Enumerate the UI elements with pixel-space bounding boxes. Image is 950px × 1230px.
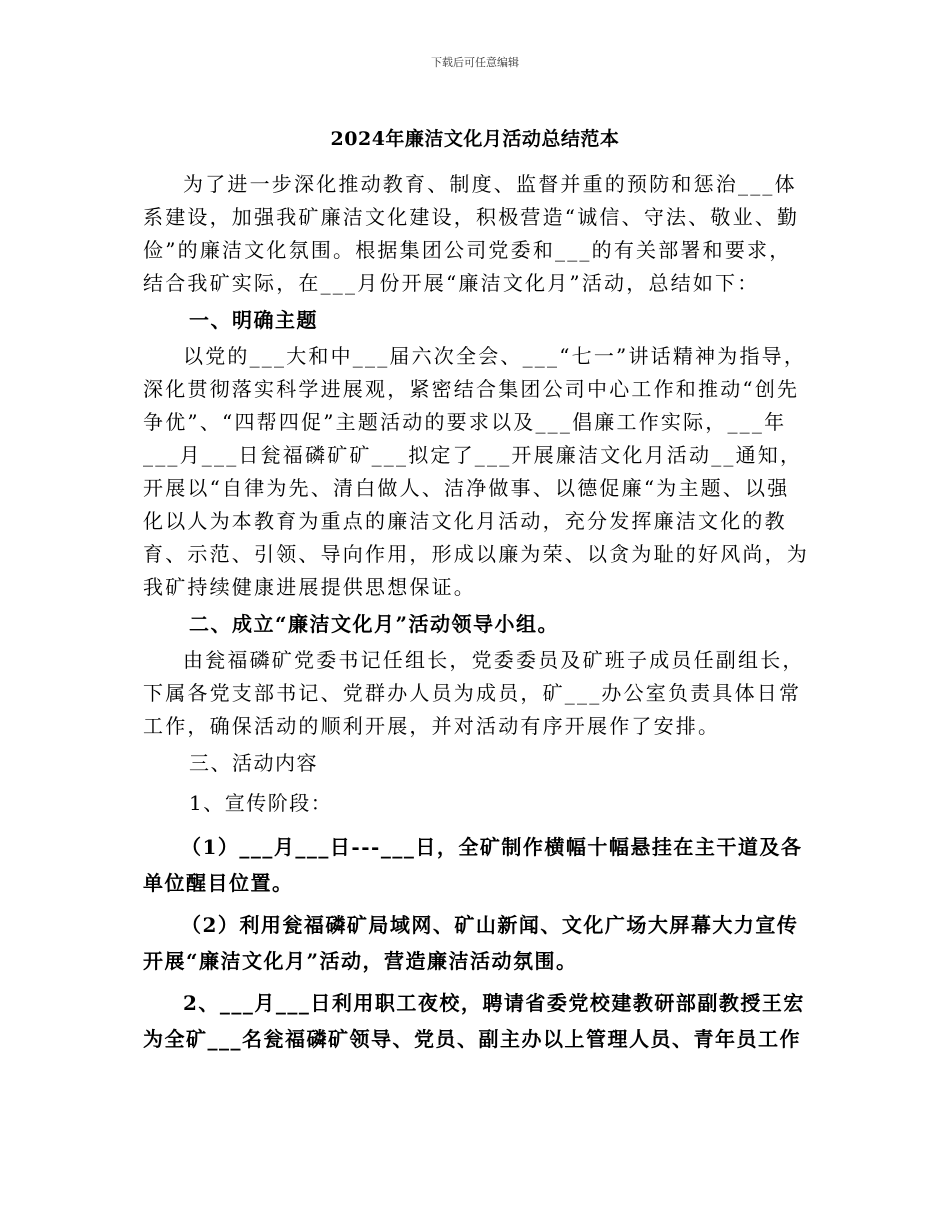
- section-1-heading: 一、明确主题: [189, 308, 318, 332]
- subsection-1-heading: 1、宣传阶段：: [189, 791, 333, 815]
- section-2-paragraph: 由瓮福磷矿党委书记任组长，党委委员及矿班子成员任副组长，下属各党支部书记、党群办人员为成员，矿___办公室负责具体日常工作，确保活动的顺利开展，并对活动有序开展作了安排。: [143, 648, 805, 738]
- section-3-heading: 三、活动内容: [189, 751, 318, 775]
- intro-paragraph: 为了进一步深化推动教育、制度、监督并重的预防和惩治___体系建设，加强我矿廉洁文化建设，积极营造“诚信、守法、敬业、勤俭”的廉洁文化氛围。根据集团公司党委和___的有关部署和要求，结合我矿实际，在___月份开展“廉洁文化月”活动，总结如下：: [143, 172, 800, 295]
- page-header-note: 下载后可任意编辑: [431, 56, 519, 69]
- list-item-3: 2、___月___日利用职工夜校，聘请省委党校建教研部副教授王宏为全矿___名瓮福磷矿领导、党员、副主办以上管理人员、青年员工作: [143, 991, 805, 1051]
- document-title: 2024年廉洁文化月活动总结范本: [330, 128, 620, 150]
- section-2-heading: 二、成立“廉洁文化月”活动领导小组。: [189, 612, 560, 636]
- list-item-2: （2）利用瓮福磷矿局域网、矿山新闻、文化广场大屏幕大力宣传开展“廉洁文化月”活动，营造廉洁活动氛围。: [143, 913, 799, 973]
- list-item-1: （1）___月___日---___日，全矿制作横幅十幅悬挂在主干道及各单位醒目位置。: [143, 835, 803, 895]
- document-body: [143, 168, 811, 1057]
- section-1-paragraph: 以党的___大和中___届六次全会、___“七一”讲话精神为指导，深化贯彻落实科学进展观，紧密结合集团公司中心工作和推动“创先争优”、“四帮四促”主题活动的要求以及___倡廉工作实际，___年___月___日瓮福磷矿矿___拟定了___开展廉洁文化月活动__通知，开展以“自律为先、清白做人、洁净做事、以德促廉“为主题、以强化以人为本教育为重点的廉洁文化月活动，充分发挥廉洁文化的教育、示范、引领、导向作用，形成以廉为荣、以贪为耻的好风尚，为我矿持续健康进展提供思想保证。: [143, 344, 809, 599]
